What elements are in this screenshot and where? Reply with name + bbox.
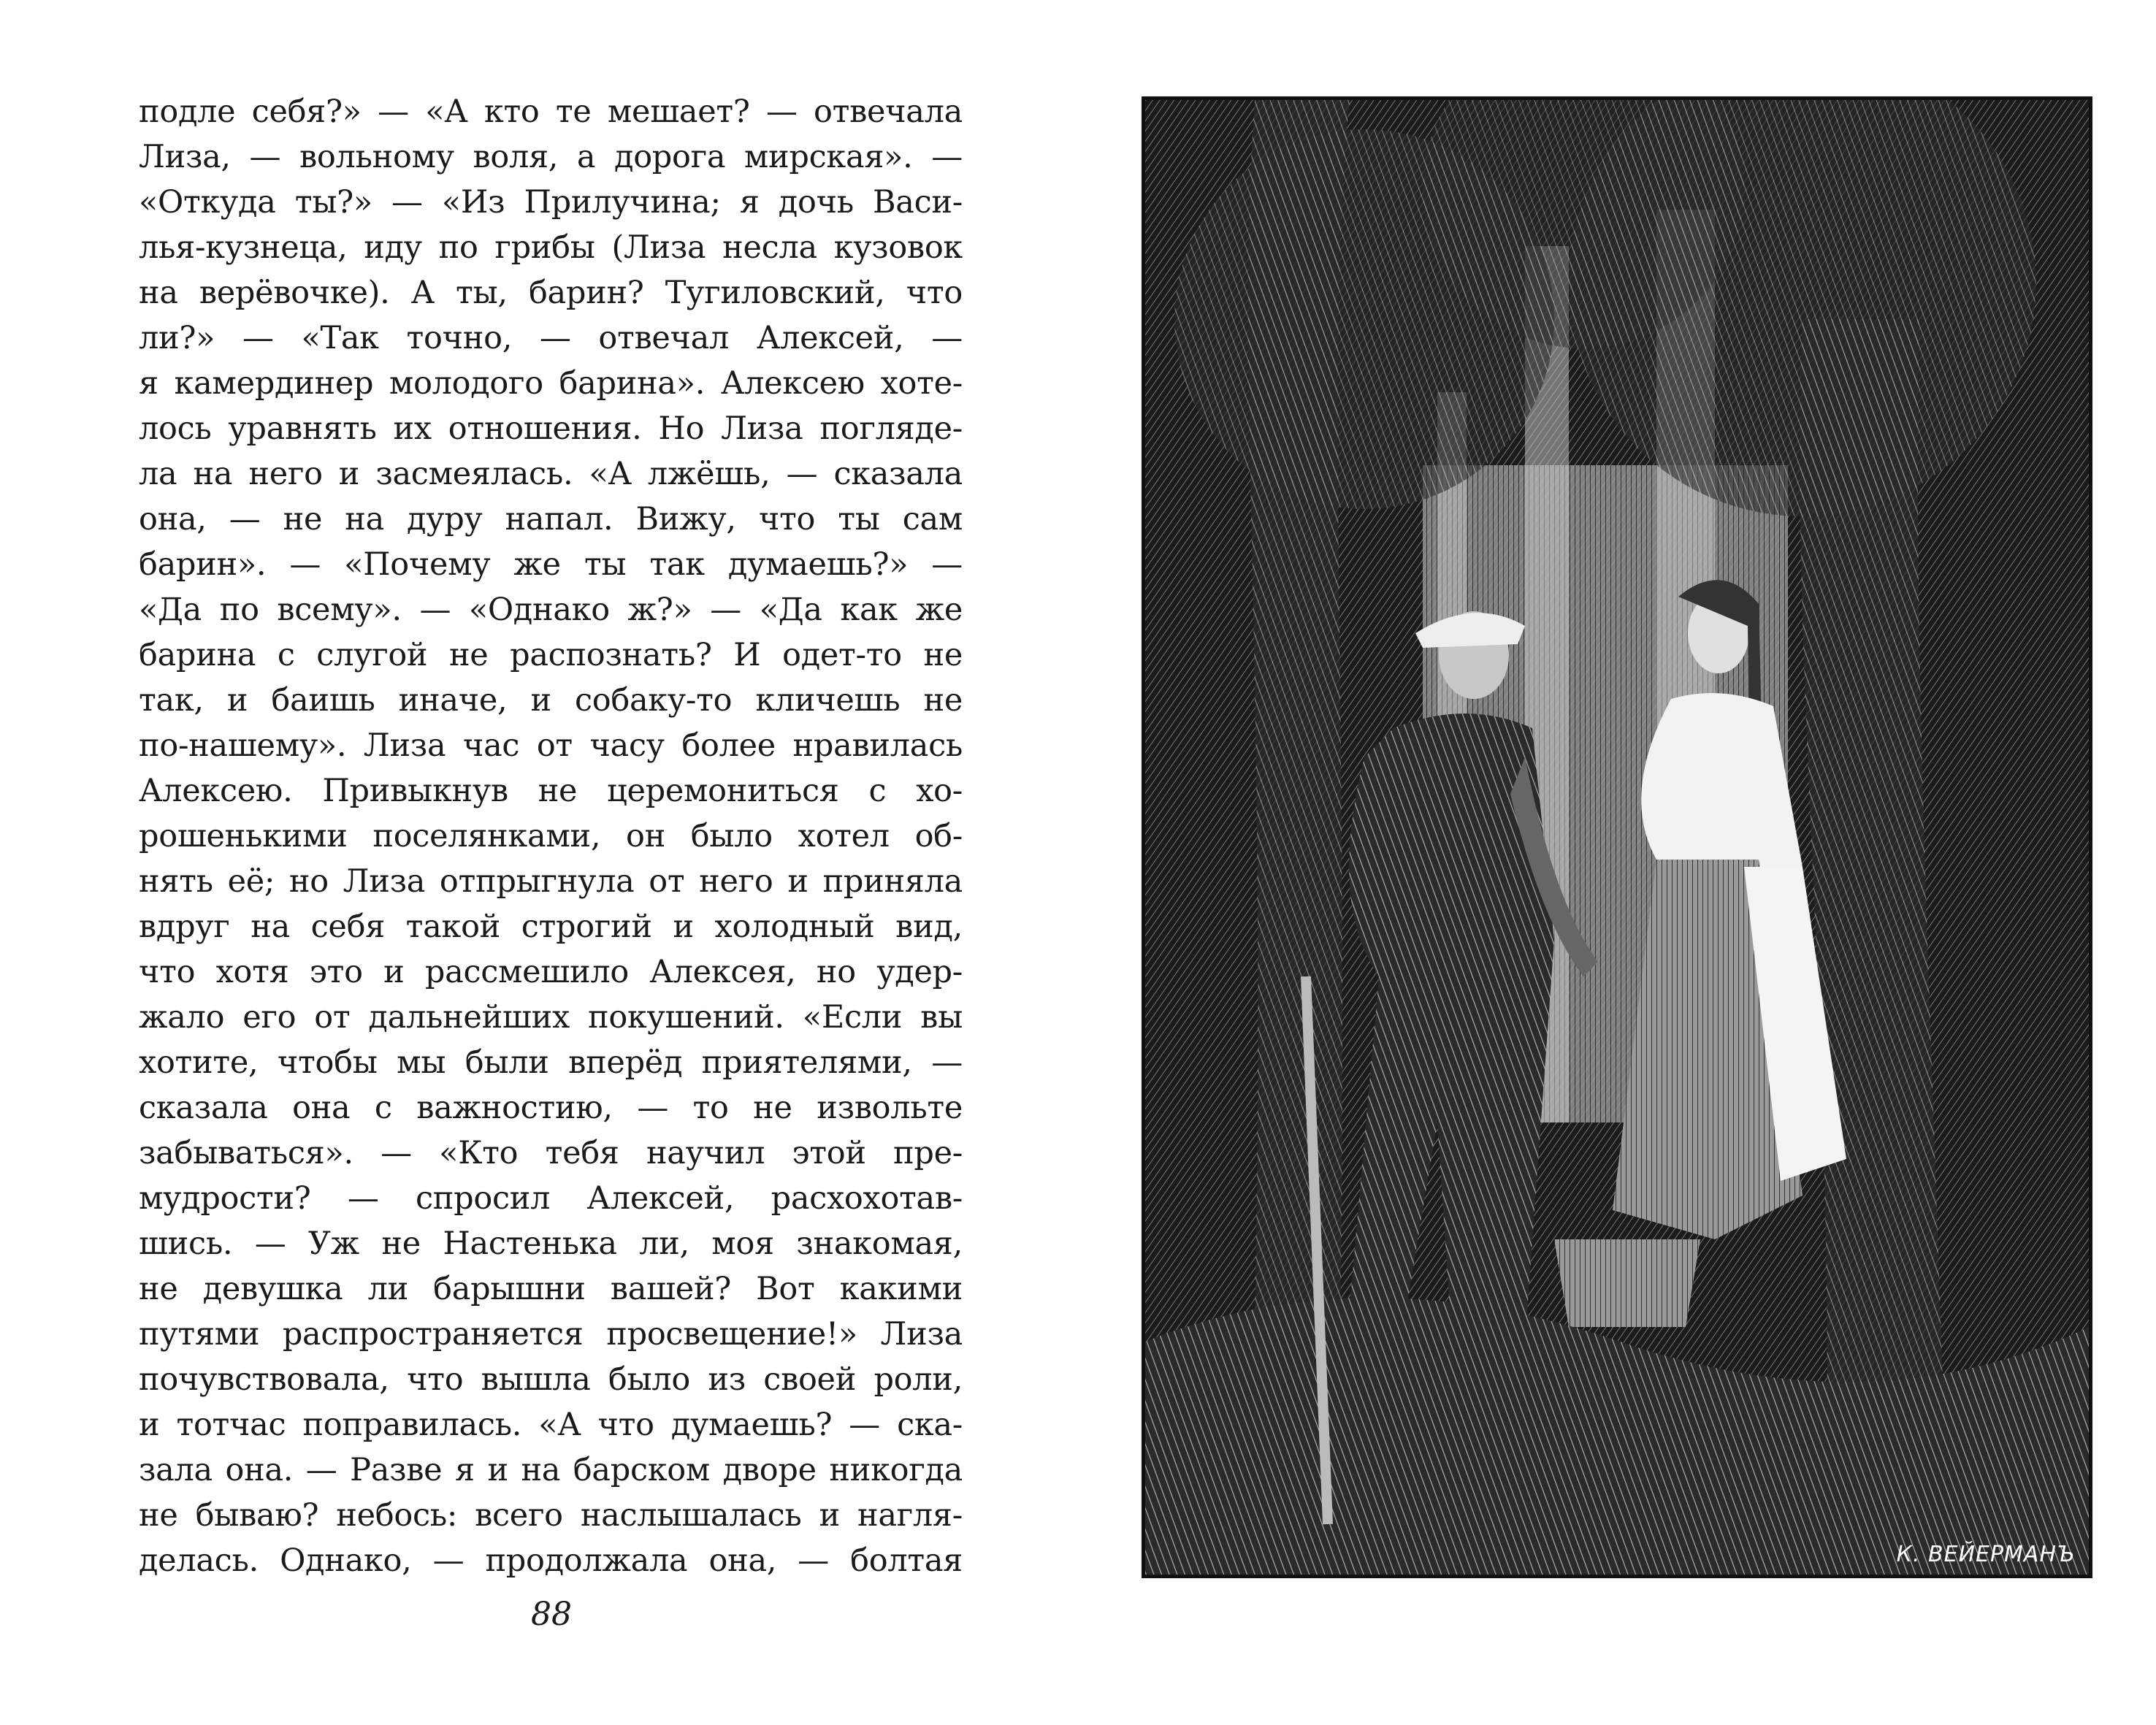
text-line: зала она. — Разве я и на барском дворе никогда (139, 1452, 963, 1488)
text-line: ла на него и засмеялась. «А лжёшь, — сказала (139, 456, 963, 492)
engraving-illustration (1142, 96, 2092, 1578)
text-line: сказала она с важностию, — то не извольте (139, 1090, 963, 1126)
text-line: нять её; но Лиза отпрыгнула от него и приняла (139, 863, 963, 900)
text-line: «Да по всему». — «Однако ж?» — «Да как же (139, 592, 963, 628)
text-line: я камердинер молодого барина». Алексею хоте- (139, 365, 963, 402)
text-line: рошенькими поселянками, он было хотел об- (139, 818, 963, 854)
basket (1554, 1239, 1700, 1327)
text-line: Лиза, — вольному воля, а дорога мирская». — (139, 139, 963, 175)
text-line: подле себя?» — «А кто те мешает? — отвечала (139, 93, 963, 130)
text-line: делась. Однако, — продолжала она, — болтая (139, 1542, 963, 1579)
page-text (139, 89, 963, 1583)
text-line: вдруг на себя такой строгий и холодный вид, (139, 909, 963, 945)
text-line: Алексею. Привыкнув не церемониться с хо- (139, 773, 963, 809)
text-line: не девушка ли барышни вашей? Вот какими (139, 1271, 963, 1307)
text-line: по-нашему». Лиза час от часу более нравилась (139, 727, 963, 764)
text-line: барин». — «Почему же ты так думаешь?» — (139, 546, 963, 583)
text-line: путями распространяется просвещение!» Лиза (139, 1316, 963, 1353)
text-line: лось уравнять их отношения. Но Лиза погляде- (139, 410, 963, 447)
text-line: на верёвочке). А ты, барин? Тугиловский, что (139, 275, 963, 311)
text-line: барина с слугой не распознать? И одет-то не (139, 637, 963, 673)
text-line: так, и баишь иначе, и собаку-то кличешь не (139, 682, 963, 719)
page-number: 88 (531, 1596, 572, 1633)
artist-signature: К. ВЕЙЕРМАНЪ (1896, 1542, 2076, 1567)
text-line: что хотя это и рассмешило Алексея, но удер- (139, 954, 963, 990)
text-line: ли?» — «Так точно, — отвечал Алексей, — (139, 320, 963, 356)
text-line: шись. — Уж не Настенька ли, моя знакомая, (139, 1225, 963, 1262)
text-line: не бываю? небось: всего наслышалась и нагля- (139, 1497, 963, 1534)
text-line: мудрости? — спросил Алексей, расхохотав- (139, 1180, 963, 1217)
text-line: и тотчас поправилась. «А что думаешь? — ска- (139, 1407, 963, 1443)
text-line: почувствовала, что вышла было из своей роли, (139, 1361, 963, 1398)
text-line: хотите, чтобы мы были вперёд приятелями, — (139, 1044, 963, 1081)
text-line: забываться». — «Кто тебя научил этой пре- (139, 1135, 963, 1171)
text-line: она, — не на дуру напал. Вижу, что ты сам (139, 501, 963, 538)
forest-scene-engraving (1145, 100, 2089, 1575)
text-line: лья-кузнеца, иду по грибы (Лиза несла кузовок (139, 229, 963, 266)
text-line: жало его от дальнейших покушений. «Если вы (139, 999, 963, 1036)
text-line: «Откуда ты?» — «Из Прилучина; я дочь Васи- (139, 184, 963, 221)
